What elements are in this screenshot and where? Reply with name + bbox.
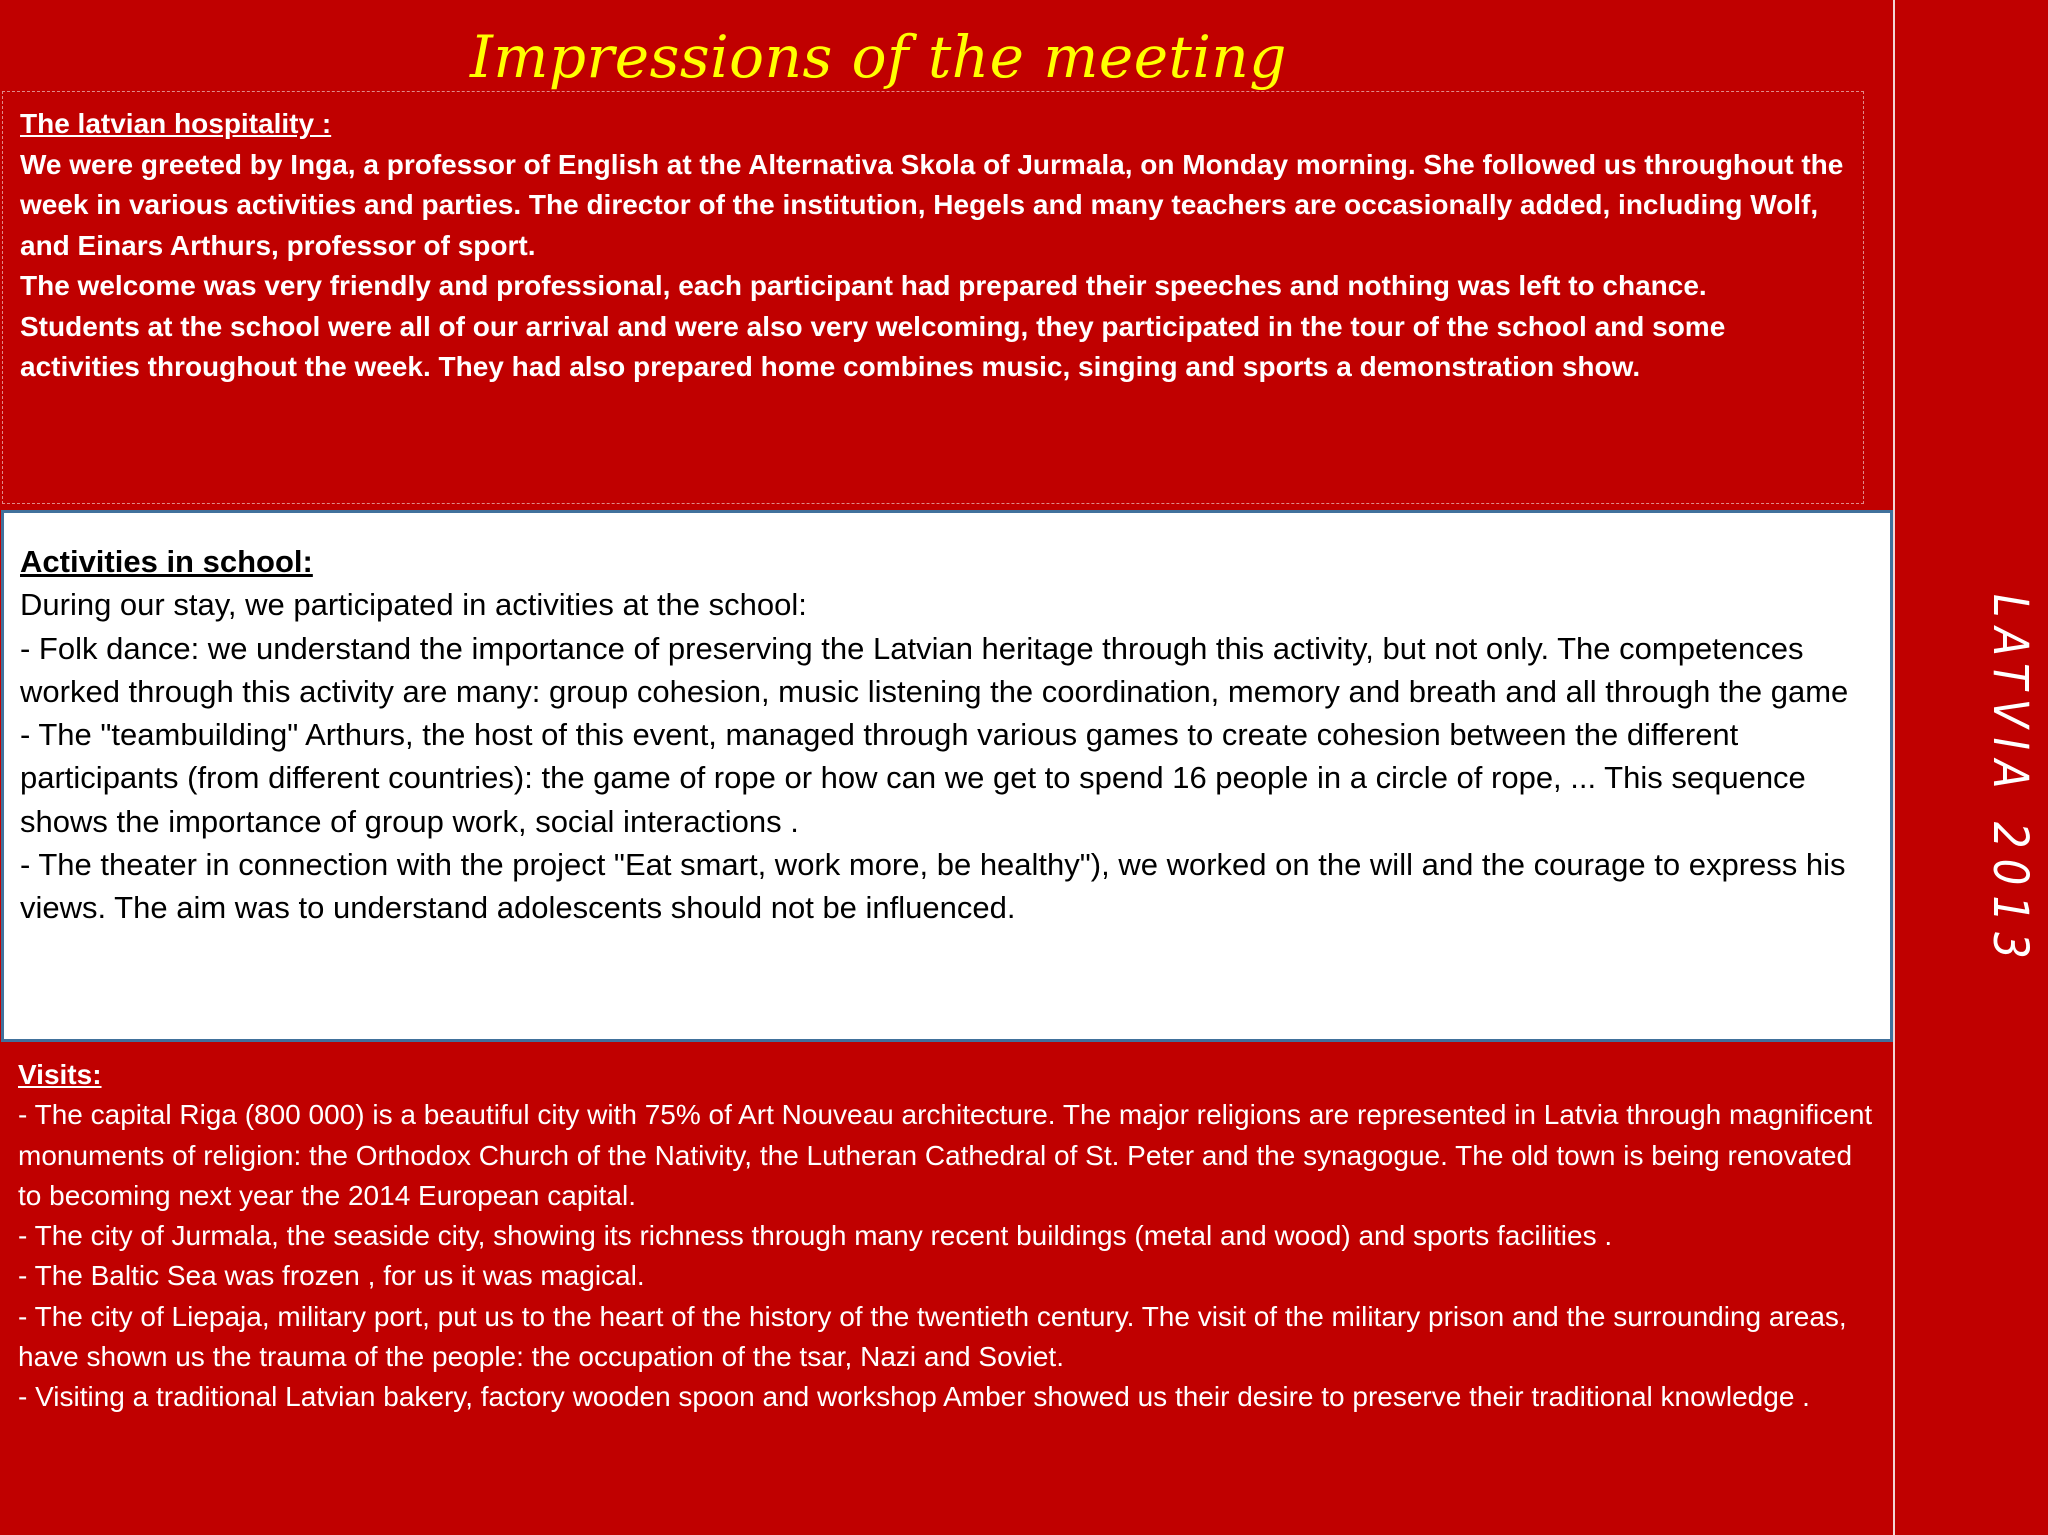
visits-paragraph: - Visiting a traditional Latvian bakery, factory wooden spoon and workshop Amber showed us their desire to preserve their traditional knowledge . [18,1381,1810,1413]
slide-title: Impressions of the meeting [470,23,1287,91]
activities-paragraph: - Folk dance: we understand the importance of preserving the Latvian heritage through this activity, but not only. The competences worked through this activity are many: group cohesion, music listening the coordination, memory and breath and all through the game [20,630,1849,709]
visits-paragraph: - The city of Jurmala, the seaside city, showing its richness through many recent buildings (metal and wood) and sports facilities . [18,1220,1613,1252]
activities-section [1,510,1893,1042]
activities-paragraph: - The theater in connection with the project "Eat smart, work more, be healthy"), we worked on the will and the courage to express his views. The aim was to understand adolescents should not be influenced. [20,847,1846,926]
hospitality-section [2,91,1864,504]
visits-heading: Visits: [18,1059,102,1090]
hospitality-heading: The latvian hospitality : [20,108,332,139]
side-label: LATVIA 2013 [1982,594,2039,969]
visits-section [0,1055,1890,1418]
visits-paragraph: - The capital Riga (800 000) is a beautiful city with 75% of Art Nouveau architecture. The major religions are represented in Latvia through magnificent monuments of religion: the Orthodox Church of the Nativity, the Lutheran Cathedral of St. Peter and the synagogue. The old town is being renovated to becoming next year the 2014 European capital. [18,1099,1873,1211]
hospitality-paragraph: The welcome was very friendly and professional, each participant had prepared their speeches and nothing was left to chance. [20,270,1707,301]
activities-paragraph: During our stay, we participated in activities at the school: [20,587,807,623]
right-divider [1893,0,1895,1535]
hospitality-paragraph: Students at the school were all of our arrival and were also very welcoming, they participated in the tour of the school and some activities throughout the week. They had also prepared home combines music, singing and sports a demonstration show. [20,310,1726,382]
visits-paragraph: - The Baltic Sea was frozen , for us it was magical. [18,1260,645,1292]
activities-heading: Activities in school: [20,544,313,579]
activities-paragraph: - The "teambuilding" Arthurs, the host of this event, managed through various games to create cohesion between the different participants (from different countries): the game of rope or how can we get to spend 16 people in a circle of rope, ... This sequence shows the importance of group work, social interactions . [20,717,1806,839]
hospitality-paragraph: We were greeted by Inga, a professor of English at the Alternativa Skola of Jurmala, on Monday morning. She followed us throughout the week in various activities and parties. The director of the institution, Hegels and many teachers are occasionally added, including Wolf, and Einars Arthurs, professor of sport. [20,148,1844,261]
visits-paragraph: - The city of Liepaja, military port, put us to the heart of the history of the twentieth century. The visit of the military prison and the surrounding areas, have shown us the trauma of the people: the occupation of the tsar, Nazi and Soviet. [18,1300,1847,1373]
